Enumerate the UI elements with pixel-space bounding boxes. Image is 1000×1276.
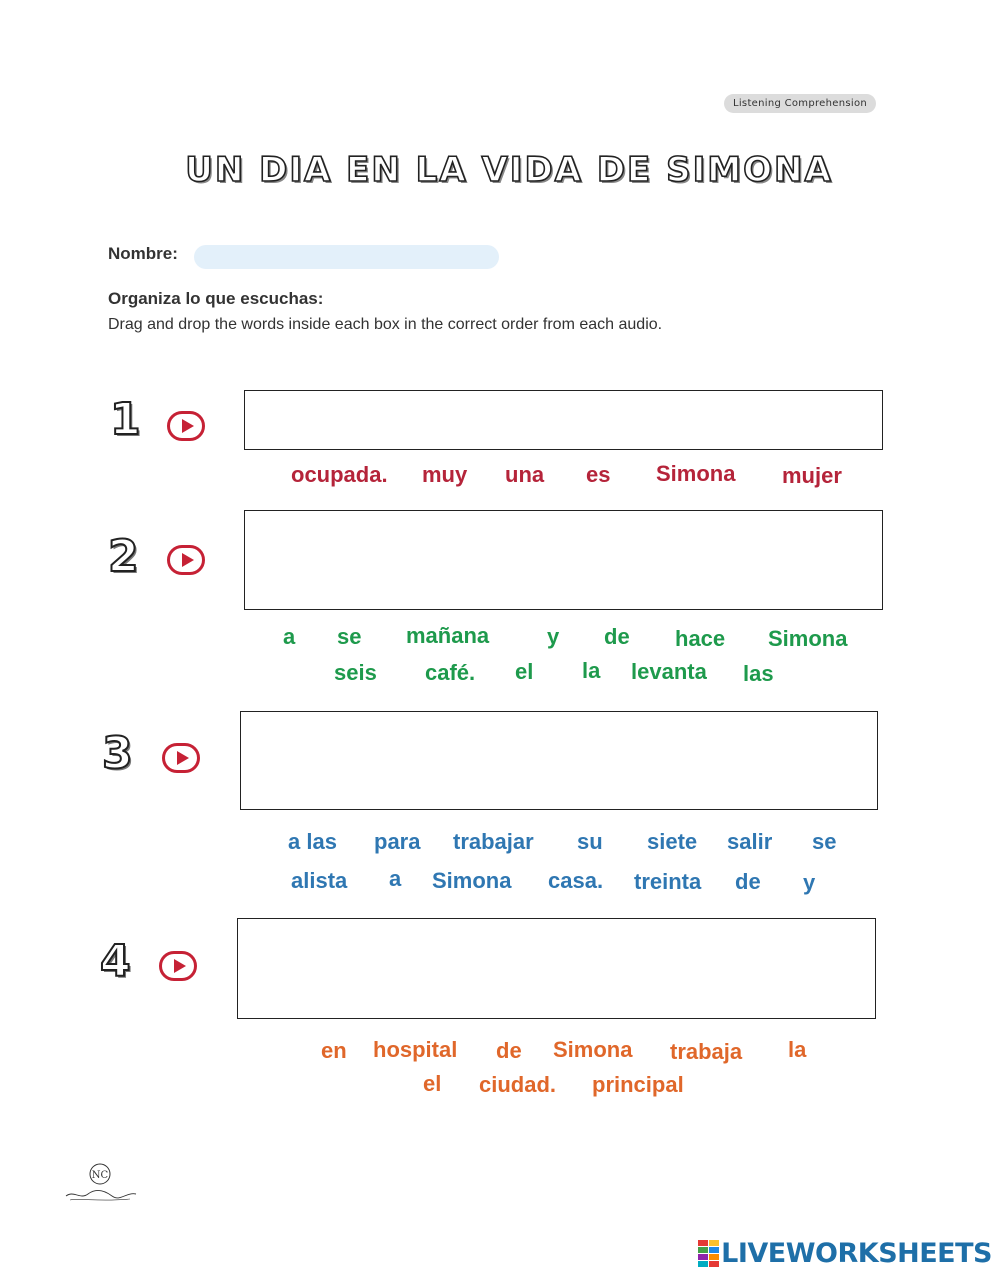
word-tile[interactable]: y — [547, 624, 560, 649]
word-tile[interactable]: levanta — [631, 659, 707, 684]
drop-box-1[interactable] — [244, 390, 883, 450]
word-tile[interactable]: de — [735, 869, 761, 894]
word-tile[interactable]: ciudad. — [479, 1072, 557, 1097]
play-icon — [182, 553, 194, 567]
play-icon — [174, 959, 186, 973]
word-tile[interactable]: ocupada. — [291, 462, 388, 487]
word-tile[interactable]: casa. — [548, 868, 604, 893]
word-tile[interactable]: el — [423, 1071, 442, 1096]
word-tile[interactable]: muy — [422, 462, 468, 487]
word-tile[interactable]: salir — [727, 829, 773, 854]
instructions-heading: Organiza lo que escuchas: — [108, 289, 324, 308]
word-tile[interactable]: café. — [425, 660, 476, 685]
instructions-text: Drag and drop the words inside each box in the correct order from each audio. — [108, 316, 663, 333]
word-tile[interactable]: se — [337, 624, 362, 649]
word-tile[interactable]: Simona — [656, 461, 736, 486]
word-tile[interactable]: a — [283, 624, 296, 649]
svg-text:NC: NC — [91, 1170, 109, 1181]
word-tile[interactable]: trabajar — [453, 829, 534, 854]
word-tile[interactable]: una — [505, 462, 545, 487]
word-tile[interactable]: se — [812, 829, 837, 854]
drop-box-2[interactable] — [244, 510, 883, 610]
signature-logo — [60, 1160, 140, 1210]
exercise-number-3: 3 — [102, 728, 133, 779]
word-tile[interactable]: alista — [291, 868, 348, 893]
play-audio-4-button[interactable] — [159, 951, 197, 981]
word-tile[interactable]: la — [582, 658, 601, 683]
drop-box-3[interactable] — [240, 711, 878, 810]
word-tile[interactable]: a — [389, 866, 402, 891]
exercise-number-1: 1 — [110, 394, 141, 445]
word-tile[interactable]: seis — [334, 660, 377, 685]
word-tile[interactable]: mujer — [782, 463, 842, 488]
word-tile[interactable]: hace — [675, 626, 726, 651]
exercise-number-2: 2 — [108, 531, 139, 582]
word-tile[interactable]: hospital — [373, 1037, 458, 1062]
word-tile[interactable]: el — [515, 659, 534, 684]
word-tile[interactable]: es — [586, 462, 611, 487]
play-audio-1-button[interactable] — [167, 411, 205, 441]
exercise-number-4: 4 — [100, 936, 131, 987]
word-tile[interactable]: la — [788, 1037, 807, 1062]
word-tile[interactable]: de — [604, 624, 630, 649]
play-icon — [177, 751, 189, 765]
word-tile[interactable]: para — [374, 829, 421, 854]
name-input[interactable] — [194, 245, 499, 269]
word-tile[interactable]: principal — [592, 1072, 684, 1097]
word-tile[interactable]: Simona — [553, 1037, 633, 1062]
word-tile[interactable]: siete — [647, 829, 698, 854]
word-tile[interactable]: mañana — [406, 623, 490, 648]
page-title: UN DIA EN LA VIDA DE SIMONA — [185, 150, 833, 190]
word-tile[interactable]: las — [743, 661, 774, 686]
word-tile[interactable]: Simona — [432, 868, 512, 893]
word-tile[interactable]: treinta — [634, 869, 702, 894]
word-tile[interactable]: de — [496, 1038, 522, 1063]
play-icon — [182, 419, 194, 433]
word-tile[interactable]: trabaja — [670, 1039, 743, 1064]
liveworksheets-logo-icon — [698, 1240, 720, 1268]
drop-box-4[interactable] — [237, 918, 876, 1019]
name-label: Nombre: — [108, 244, 178, 263]
liveworksheets-brand: LIVEWORKSHEETS — [721, 1238, 992, 1269]
word-tile[interactable]: su — [577, 829, 603, 854]
play-audio-3-button[interactable] — [162, 743, 200, 773]
word-tile[interactable]: en — [321, 1038, 347, 1063]
word-tile[interactable]: Simona — [768, 626, 848, 651]
word-tile[interactable]: y — [803, 870, 816, 895]
listening-comprehension-badge: Listening Comprehension — [724, 94, 876, 113]
word-tile[interactable]: a las — [288, 829, 337, 854]
play-audio-2-button[interactable] — [167, 545, 205, 575]
